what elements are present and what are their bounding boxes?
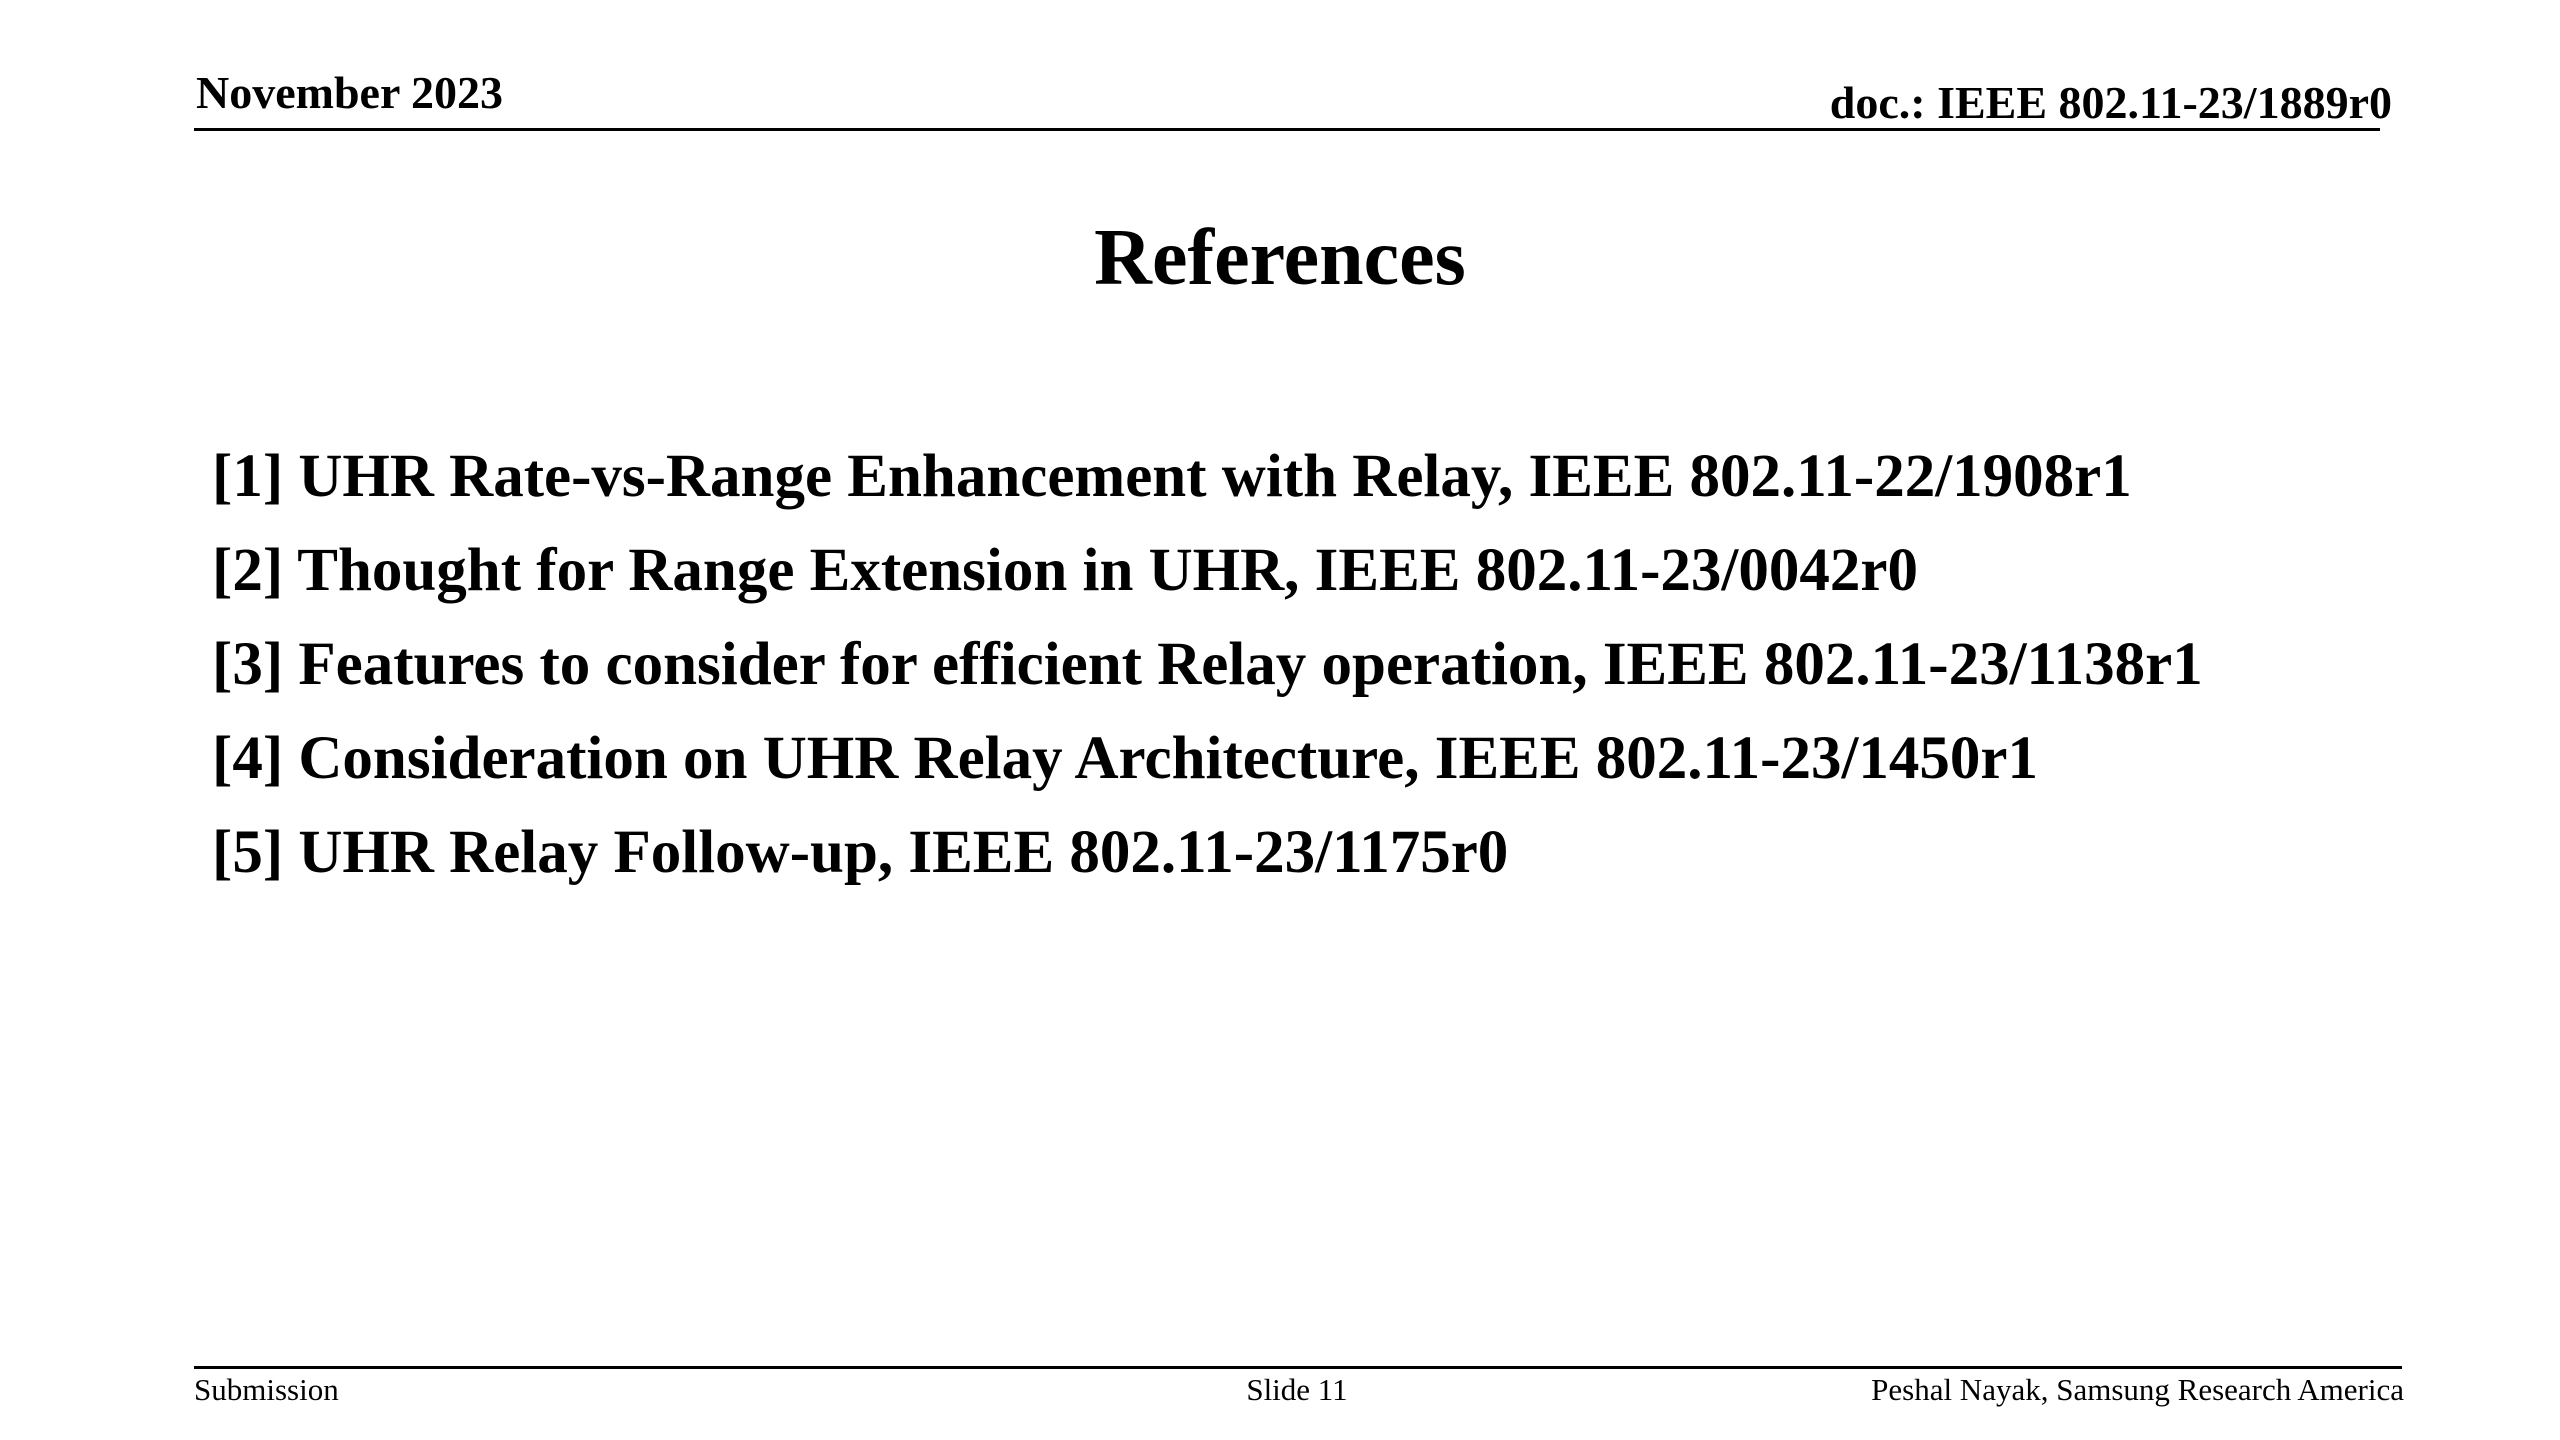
footer-divider bbox=[194, 1366, 2402, 1369]
slide-title: References bbox=[1094, 214, 1466, 302]
header-date: November 2023 bbox=[196, 67, 504, 118]
reference-item-5: [5] UHR Relay Follow-up, IEEE 802.11-23/1175r0 bbox=[212, 819, 1509, 886]
footer-submission: Submission bbox=[194, 1372, 339, 1407]
header-doc-id: doc.: IEEE 802.11-23/1889r0 bbox=[1829, 77, 2392, 128]
reference-list bbox=[212, 430, 2203, 900]
reference-item-2: [2] Thought for Range Extension in UHR, IEEE 802.11-23/0042r0 bbox=[212, 537, 1918, 604]
footer-author: Peshal Nayak, Samsung Research America bbox=[1871, 1372, 2404, 1407]
reference-item-1: [1] UHR Rate-vs-Range Enhancement with Relay, IEEE 802.11-22/1908r1 bbox=[212, 443, 2132, 510]
reference-item-4: [4] Consideration on UHR Relay Architecture, IEEE 802.11-23/1450r1 bbox=[212, 725, 2038, 792]
footer-slide-number: Slide 11 bbox=[1246, 1372, 1348, 1407]
header-divider bbox=[194, 128, 2380, 131]
reference-item-3: [3] Features to consider for efficient Relay operation, IEEE 802.11-23/1138r1 bbox=[212, 631, 2203, 698]
